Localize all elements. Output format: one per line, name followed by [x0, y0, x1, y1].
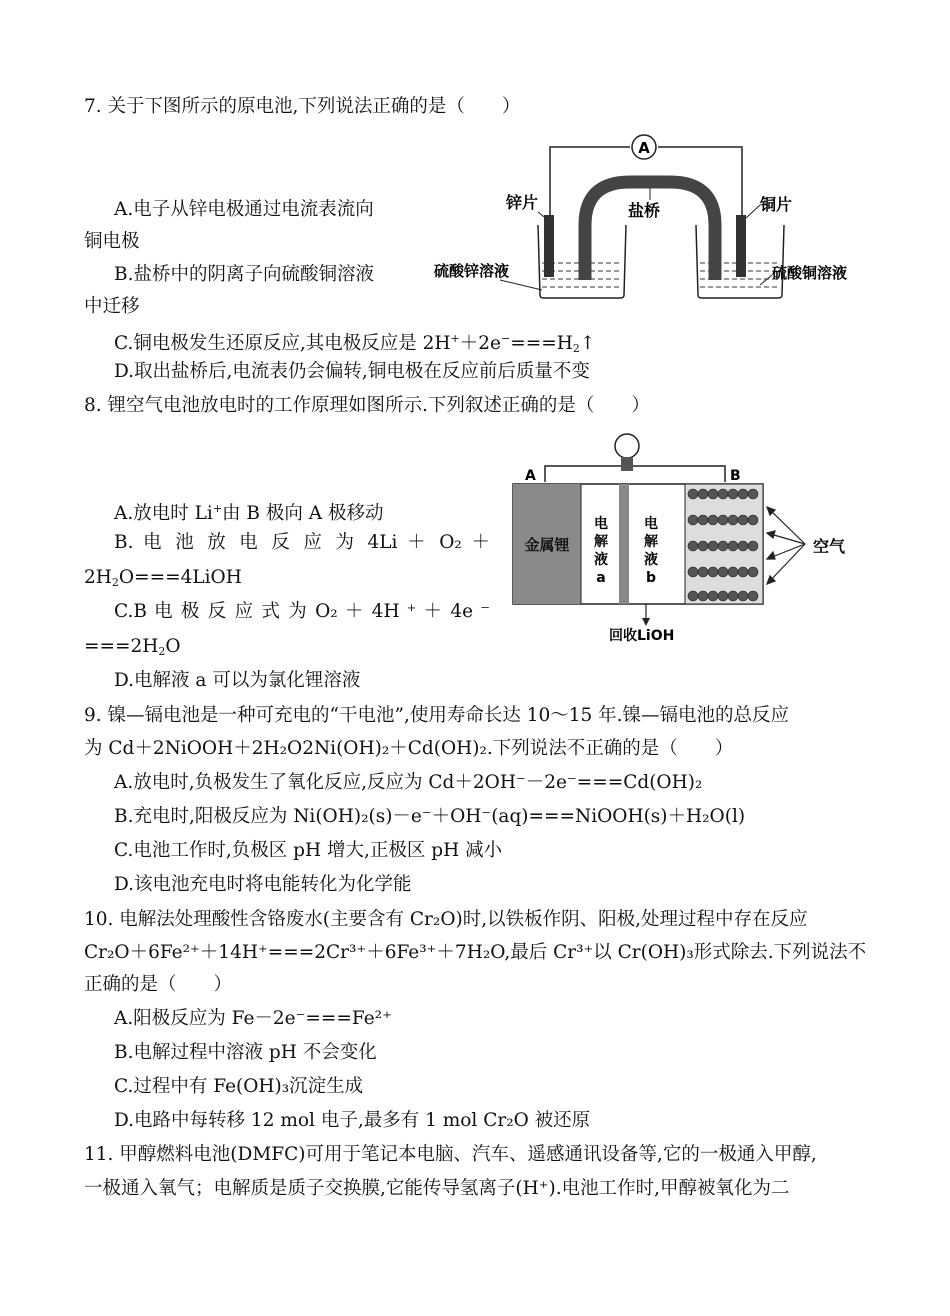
q7-option-a: A.电子从锌电极通过电流表流向 [114, 199, 374, 220]
q10-option-b: B.电解过程中溶液 pH 不会变化 [114, 1042, 377, 1063]
q7-option-b: B.盐桥中的阴离子向硫酸铜溶液 [114, 264, 374, 285]
q9-option-d: D.该电池充电时将电能转化为化学能 [114, 874, 412, 895]
electrolyte-a-char: 液 [594, 552, 608, 568]
q8-option-c: C.B 电 极 反 应 式 为 O₂ ＋ 4H ⁺ ＋ 4e ⁻ [114, 601, 490, 622]
electrode-a-label: A [525, 468, 536, 484]
galvanic-cell-diagram [430, 130, 875, 310]
q10-stem-line1: 10. 电解法处理酸性含铬废水(主要含有 Cr₂O)时,以铁板作阴、阳极,处理过程中存在反应 [84, 909, 808, 930]
q8-option-b-cont: $2H_2O===4LiOH$ [84, 567, 242, 589]
q11-stem-line1: 11. 甲醇燃料电池(DMFC)可用于笔记本电脑、汽车、遥感通讯设备等,它的一极通入甲醇, [84, 1144, 817, 1165]
q9-option-a: A.放电时,负极发生了氧化反应,反应为 Cd＋2OH⁻－2e⁻===Cd(OH)₂ [114, 772, 703, 793]
copper-label: 铜片 [760, 195, 793, 214]
q10-stem-line2: Cr₂O＋6Fe²⁺＋14H⁺===2Cr³⁺＋6Fe³⁺＋7H₂O,最后 Cr³⁺以 Cr(OH)₃形式除去.下列说法不 [84, 942, 867, 963]
q9-stem-line2: 为 Cd＋2NiOOH＋2H₂O2Ni(OH)₂＋Cd(OH)₂.下列说法不正确的是（ ） [84, 738, 734, 759]
air-label: 空气 [813, 537, 846, 556]
electrolyte-b-char: 解 [644, 534, 658, 550]
q10-option-d: D.电路中每转移 12 mol 电子,最多有 1 mol Cr₂O 被还原 [114, 1110, 591, 1131]
electrolyte-a-char: 解 [594, 534, 608, 550]
q7-stem: 7. 关于下图所示的原电池,下列说法正确的是（ ） [84, 96, 521, 117]
electrolyte-b-char: b [645, 570, 657, 586]
zinc-sulfate-label: 硫酸锌溶液 [434, 262, 510, 280]
q7-option-a-cont: 铜电极 [84, 231, 140, 252]
q7-option-d: D.取出盐桥后,电流表仍会偏转,铜电极在反应前后质量不变 [114, 361, 590, 382]
q7-option-b-cont: 中迁移 [84, 296, 140, 317]
copper-sulfate-label: 硫酸铜溶液 [772, 264, 848, 282]
electrolyte-a-char: 电 [594, 516, 608, 532]
q8-option-a: A.放电时 Li+由 B 极向 A 极移动 [114, 502, 384, 524]
electrolyte-b-char: 液 [644, 552, 658, 568]
q9-option-c: C.电池工作时,负极区 pH 增大,正极区 pH 减小 [114, 840, 503, 861]
q8-option-d: D.电解液 a 可以为氯化锂溶液 [114, 670, 361, 691]
electrolyte-a-char: a [596, 570, 606, 586]
q7-option-c: C.铜电极发生还原反应,其电极反应是 $2H^++2e^-===H_2↑$ [114, 332, 596, 355]
salt-bridge-label: 盐桥 [628, 201, 661, 220]
electrolyte-b-char: 电 [644, 516, 658, 532]
q9-option-b: B.充电时,阳极反应为 Ni(OH)₂(s)－e⁻＋OH⁻(aq)===NiOOH(s)＋H₂O(l) [114, 806, 746, 827]
zinc-label: 锌片 [506, 193, 539, 212]
q8-option-b: B. 电 池 放 电 反 应 为 4Li ＋ O₂ ＋ [114, 532, 490, 553]
electrode-b-label: B [730, 468, 741, 484]
q8-stem: 8. 锂空气电池放电时的工作原理如图所示.下列叙述正确的是（ ） [84, 395, 650, 416]
recover-lioh-label: 回收LiOH [609, 628, 675, 644]
q8-option-c-cont: $===2H_2O$ [84, 636, 181, 658]
metal-lithium-label: 金属锂 [524, 536, 570, 554]
q9-stem-line1: 9. 镍—镉电池是一种可充电的“干电池”,使用寿命长达 10～15 年.镍—镉电池的总反应 [84, 705, 790, 726]
q10-stem-line3: 正确的是（ ） [84, 974, 233, 995]
q10-option-a: A.阳极反应为 Fe－2e⁻===Fe²⁺ [114, 1008, 392, 1029]
ammeter-label: A [638, 139, 650, 157]
q10-option-c: C.过程中有 Fe(OH)₃沉淀生成 [114, 1076, 364, 1097]
lithium-air-battery-diagram [505, 432, 875, 647]
q11-stem-line2: 一极通入氧气；电解质是质子交换膜,它能传导氢离子(H⁺).电池工作时,甲醇被氧化为二 [84, 1178, 790, 1199]
